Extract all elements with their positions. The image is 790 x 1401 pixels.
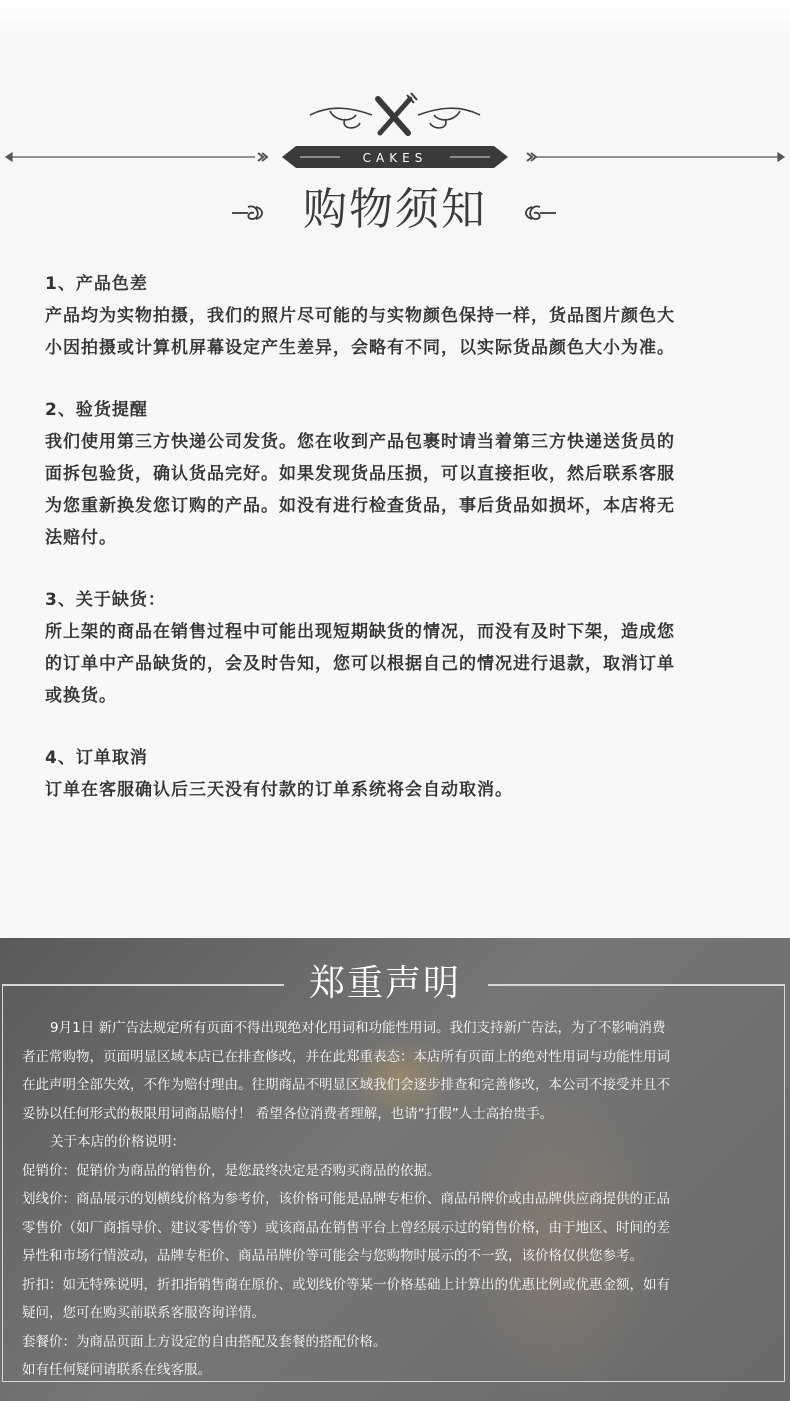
notice-line: 或换货。 — [45, 686, 117, 706]
page-title: 购物须知 — [303, 184, 487, 235]
notice-line: 所上架的商品在销售过程中可能出现短期缺货的情况，而没有及时下架，造成您 — [45, 622, 675, 642]
declaration-line: 疑问，您可在购买前联系客服咨询详情。 — [22, 1305, 265, 1321]
declaration-line: 异性和市场行情波动，品牌专柜价、商品吊牌价等可能会与您购物时展示的不一致，该价格仅供您参考。 — [22, 1248, 643, 1264]
notice-title: 2、验货提醒 — [45, 400, 148, 420]
declaration-line: 促销价：促销价为商品的销售价，是您最终决定是否购买商品的依据。 — [22, 1162, 441, 1179]
notice-title: 4、订单取消 — [45, 748, 148, 768]
frame-top-left — [2, 984, 284, 986]
notice-title: 3、关于缺货： — [45, 590, 166, 610]
declaration-line: 零售价（如厂商指导价、建议零售价等）或该商品在销售平台上曾经展示过的销售价格，由于地区、时间的差 — [22, 1219, 670, 1236]
declaration-line: 套餐价：为商品页面上方设定的自由搭配及套餐的搭配价格。 — [22, 1333, 387, 1350]
declaration-line: 如有任何疑问请联系在线客服。 — [22, 1362, 211, 1378]
declaration-body — [22, 1014, 770, 1385]
notice-line: 我们使用第三方快递公司发货。您在收到产品包裹时请当着第三方快递送货员的 — [45, 432, 675, 452]
declaration-section — [0, 938, 790, 1401]
declaration-line: 9月1日 新广告法规定所有页面不得出现绝对化用词和功能性用词。我们支持新广告法，为了不影响消费 — [50, 1020, 666, 1036]
declaration-title: 郑重声明 — [308, 963, 461, 1004]
notice-item — [45, 268, 750, 364]
notice-line: 订单在客服确认后三天没有付款的订单系统将会自动取消。 — [45, 780, 513, 800]
notice-title: 1、产品色差 — [45, 274, 148, 294]
notice-list — [45, 268, 750, 836]
declaration-line: 妥协以任何形式的极限用词商品赔付！ 希望各位消费者理解，也请“打假”人士高抬贵手。 — [22, 1105, 554, 1122]
divider-right — [527, 153, 784, 161]
frame-top-right — [488, 984, 785, 986]
notice-line: 产品均为实物拍摄，我们的照片尽可能的与实物颜色保持一样，货品图片颜色大 — [45, 306, 675, 326]
notice-line: 小因拍摄或计算机屏幕设定产生差异，会略有不同，以实际货品颜色大小为准。 — [45, 338, 675, 358]
declaration-line: 在此声明全部失效，不作为赔付理由。往期商品不明显区域我们会逐步排查和完善修改，本公司不接受并且不 — [22, 1077, 670, 1093]
divider-left — [6, 153, 267, 161]
notice-item — [45, 584, 750, 712]
notice-line: 为您重新换发您订购的产品。如没有进行检查货品，事后货品如损坏，本店将无 — [45, 496, 675, 516]
notice-item — [45, 742, 750, 806]
declaration-line: 关于本店的价格说明： — [50, 1134, 185, 1150]
notice-line: 法赔付。 — [45, 528, 117, 548]
notice-line: 面拆包验货，确认货品完好。如果发现货品压损，可以直接拒收，然后联系客服 — [45, 464, 675, 484]
declaration-line: 折扣：如无特殊说明，折扣指销售商在原价、或划线价等某一价格基础上计算出的优惠比例或优惠金额，如有 — [22, 1276, 670, 1293]
notice-item — [45, 394, 750, 554]
cakes-badge-label: CAKES — [362, 151, 428, 165]
notice-line: 的订单中产品缺货的，会及时告知，您可以根据自己的情况进行退款，取消订单 — [45, 654, 675, 674]
declaration-line: 者正常购物，页面明显区域本店已在排查修改，并在此郑重表态：本店所有页面上的绝对性用词与功能性用词 — [22, 1048, 670, 1065]
declaration-line: 划线价：商品展示的划横线价格为参考价，该价格可能是品牌专柜价、商品吊牌价或由品牌供应商提供的正品 — [22, 1191, 670, 1207]
knife-fork-icon — [378, 93, 417, 133]
